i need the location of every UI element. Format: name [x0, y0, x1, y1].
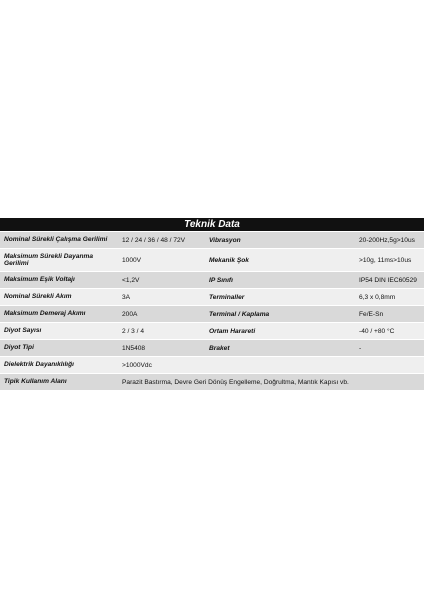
row-value: Parazit Bastırma, Devre Geri Dönüş Engelleme, Doğrultma, Mantık Kapısı vb.	[122, 378, 349, 386]
row-label-2: Mekanik Şok	[209, 256, 249, 264]
table-row	[0, 289, 424, 306]
row-value-2: -	[359, 344, 362, 352]
table-row	[0, 232, 424, 249]
row-label-2: Terminaller	[209, 293, 245, 301]
row-value-2: >10g, 11ms>10us	[359, 256, 412, 264]
row-value: >1000Vdc	[122, 361, 152, 369]
row-value-2: -40 / +80 °C	[359, 327, 395, 335]
row-label-2: Ortam Harareti	[209, 327, 256, 335]
row-label: Maksimum Sürekli Dayanma Gerilimi	[4, 252, 94, 267]
table-row	[0, 357, 424, 374]
row-label-2: Terminal / Kaplama	[209, 310, 270, 318]
row-value-2: Fe/E-Sn	[359, 310, 384, 318]
table-row	[0, 272, 424, 289]
row-label: Maksimum Eşik Voltajı	[4, 276, 75, 284]
row-value: 12 / 24 / 36 / 48 / 72V	[122, 236, 186, 244]
spec-table	[0, 218, 424, 391]
row-value: <1,2V	[122, 276, 140, 284]
row-label-2: Braket	[209, 344, 230, 352]
row-label-2: Vibrasyon	[209, 236, 241, 244]
row-value: 1N5408	[122, 344, 146, 352]
table-row	[0, 306, 424, 323]
table-row	[0, 340, 424, 357]
row-value-2: 20-200Hz,5g>10us	[359, 236, 415, 244]
row-label: Dielektrik Dayanıklılığı	[4, 361, 74, 369]
row-value-2: IP54 DIN IEC60529	[359, 276, 417, 284]
row-value: 3A	[122, 293, 131, 301]
table-title: Teknik Data	[0, 218, 424, 232]
table-row	[0, 249, 424, 272]
row-value: 2 / 3 / 4	[122, 327, 144, 335]
table-row	[0, 323, 424, 340]
table-row	[0, 374, 424, 391]
row-label-2: IP Sınıfı	[209, 276, 233, 284]
row-label: Maksimum Demeraj Akımı	[4, 310, 86, 318]
row-label: Diyot Sayısı	[4, 327, 42, 335]
row-label: Nominal Sürekli Çalışma Gerilimi	[4, 236, 108, 244]
row-label: Nominal Sürekli Akım	[4, 293, 72, 301]
row-value: 200A	[122, 310, 138, 318]
row-label: Tipik Kullanım Alanı	[4, 378, 67, 386]
row-value: 1000V	[122, 256, 142, 264]
row-label: Diyot Tipi	[4, 344, 34, 352]
row-value-2: 6,3 x 0,8mm	[359, 293, 396, 301]
